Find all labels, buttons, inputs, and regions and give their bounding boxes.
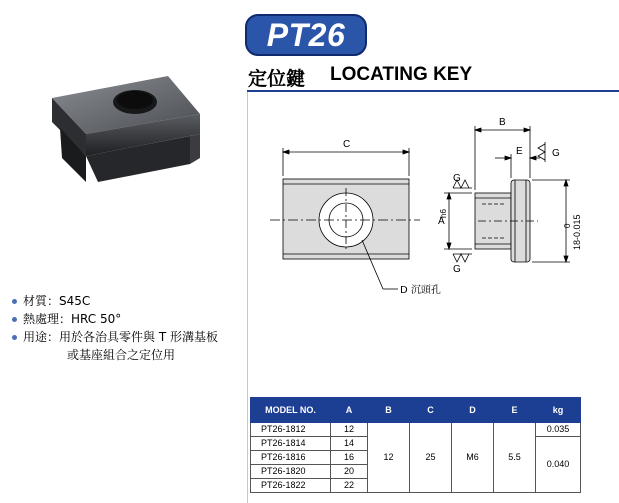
- product-photo: [40, 70, 220, 190]
- tol-upper-label: 0: [563, 223, 572, 228]
- d-cell: M6: [452, 423, 494, 493]
- model-cell: PT26-1822: [251, 479, 331, 493]
- b-cell: 12: [368, 423, 410, 493]
- col-header-c: C: [410, 398, 452, 423]
- col-header-e: E: [494, 398, 536, 423]
- dim-a-label: A: [438, 216, 445, 227]
- table-header-row: [251, 398, 581, 423]
- e-cell: 5.5: [494, 423, 536, 493]
- table-row: [251, 423, 581, 437]
- dim-c-label: C: [343, 139, 351, 150]
- title-chinese: 定位鍵: [248, 68, 306, 90]
- bullet-icon: [12, 335, 17, 340]
- col-header-a: A: [331, 398, 368, 423]
- bullet-icon: [12, 317, 17, 322]
- title-divider: [247, 90, 619, 92]
- a-cell: 20: [331, 465, 368, 479]
- grind-g-top: G: [453, 173, 461, 184]
- model-cell: PT26-1812: [251, 423, 331, 437]
- model-cell: PT26-1816: [251, 451, 331, 465]
- tol-main-label: 18-0.015: [572, 214, 582, 250]
- grind-g-bottom: G: [453, 264, 461, 275]
- spec-usage-cont: 或基座組合之定位用: [67, 348, 176, 362]
- model-code: PT26: [266, 17, 346, 53]
- dim-b-label: B: [499, 117, 506, 128]
- kg-cell: 0.040: [536, 437, 581, 493]
- dim-e-label: E: [516, 146, 523, 157]
- title-english: LOCATING KEY: [330, 64, 473, 85]
- column-divider: [247, 92, 248, 503]
- a-cell: 22: [331, 479, 368, 493]
- spec-table: [250, 397, 581, 493]
- model-cell: PT26-1820: [251, 465, 331, 479]
- col-header-d: D: [452, 398, 494, 423]
- grind-g-right: G: [552, 148, 560, 159]
- spec-material: 材質：S45C: [12, 292, 90, 309]
- spec-usage: 用途：用於各治具零件與 T 形溝基板: [12, 328, 218, 345]
- col-header-model: MODEL NO.: [251, 398, 331, 423]
- hole-note: D 沉頭孔: [400, 285, 441, 296]
- kg-cell: 0.035: [536, 423, 581, 437]
- c-cell: 25: [410, 423, 452, 493]
- col-header-kg: kg: [536, 398, 581, 423]
- a-cell: 16: [331, 451, 368, 465]
- bullet-icon: [12, 299, 17, 304]
- fit-h6-label: h6: [439, 209, 448, 218]
- spec-heat-treatment: 熱處理：HRC 50°: [12, 310, 121, 327]
- model-cell: PT26-1814: [251, 437, 331, 451]
- col-header-b: B: [368, 398, 410, 423]
- a-cell: 12: [331, 423, 368, 437]
- a-cell: 14: [331, 437, 368, 451]
- technical-drawing: [250, 100, 590, 300]
